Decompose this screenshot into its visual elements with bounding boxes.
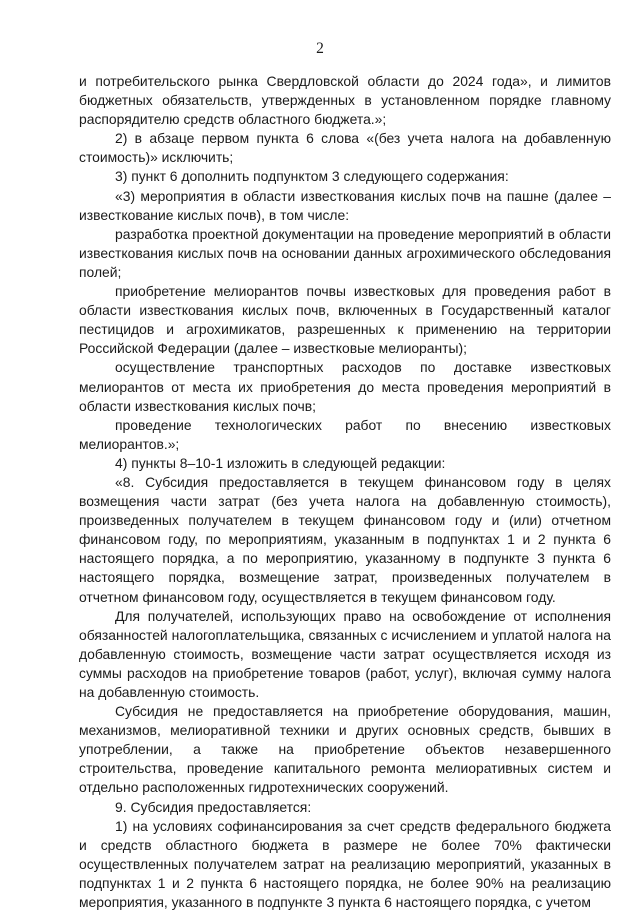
paragraph-vat-exemption: Для получателей, использующих право на освобождение от исполнения обязанностей налогоплательщика, связанных с исчислением и уплатой налога на добавленную стоимость, возмещение части затрат осуществляется исходя из суммы расходов на приобретение товаров (работ, услуг), включая сумму налога на добавленную стоимость. (79, 607, 611, 700)
paragraph-point-9-item-1: 1) на условиях софинансирования за счет средств федерального бюджета и средств областного бюджета в размере не более 70% фактически осуществленных получателем затрат на реализацию мероприятий, указанных в подпунктах 1 и 2 пункта 6 настоящего порядка, не более 90% на реализацию мероприятия, указанного в подпункте 3 пункта 6 настоящего порядка, с учетом (79, 817, 611, 911)
paragraph-item-2: 2) в абзаце первом пункта 6 слова «(без учета налога на добавленную стоимость)» исключить; (79, 130, 611, 166)
paragraph-meliorant-purchase: приобретение мелиорантов почвы известковых для проведения работ в области известкования кислых почв, включенных в Государственный каталог пестицидов и агрохимикатов, разрешенных к применению на территории Российской Федерации (далее – известковые мелиоранты); (79, 283, 611, 357)
paragraph-subitem-3-intro: «3) мероприятия в области известкования кислых почв на пашне (далее – известкование кислых почв), в том числе: (79, 187, 611, 223)
paragraph-transport-costs: осуществление транспортных расходов по доставке известковых мелиорантов от места их приобретения до места проведения мероприятий в области известкования кислых почв; (79, 359, 611, 414)
paragraph-technological-works: проведение технологических работ по внесению известковых мелиорантов.»; (79, 416, 611, 452)
document-body (79, 72, 611, 912)
paragraph-continuation: и потребительского рынка Свердловской области до 2024 года», и лимитов бюджетных обязательств, утвержденных в установленном порядке главному распорядителю средств областного бюджета.»; (79, 73, 611, 128)
paragraph-point-9: 9. Субсидия предоставляется: (115, 798, 312, 815)
paragraph-item-3: 3) пункт 6 дополнить подпунктом 3 следующего содержания: (115, 168, 509, 185)
paragraph-item-4: 4) пункты 8–10-1 изложить в следующей редакции: (115, 454, 446, 471)
paragraph-point-8: «8. Субсидия предоставляется в текущем финансовом году в целях возмещения части затрат (без учета налога на добавленную стоимость), произведенных получателем в текущем финансовом году и (или) отчетном финансовом году, по мероприятиям, указанным в подпунктах 1 и 2 пункта 6 настоящего порядка, а по мероприятию, указанному в подпункте 3 пункта 6 настоящего порядка, возмещение затрат, произведенных получателем в отчетном финансовом году, осуществляется в текущем финансовом году. (79, 473, 611, 605)
page-number: 2 (316, 40, 324, 57)
paragraph-design-documentation: разработка проектной документации на проведение мероприятий в области известкования кислых почв на основании данных агрохимического обследования полей; (79, 225, 611, 280)
paragraph-subsidy-exclusions: Субсидия не предоставляется на приобретение оборудования, машин, механизмов, мелиоративной техники и других основных средств, бывших в употреблении, а также на приобретение объектов незавершенного строительства, проведение капитального ремонта мелиоративных систем и отдельно расположенных гидротехнических сооружений. (79, 703, 611, 796)
